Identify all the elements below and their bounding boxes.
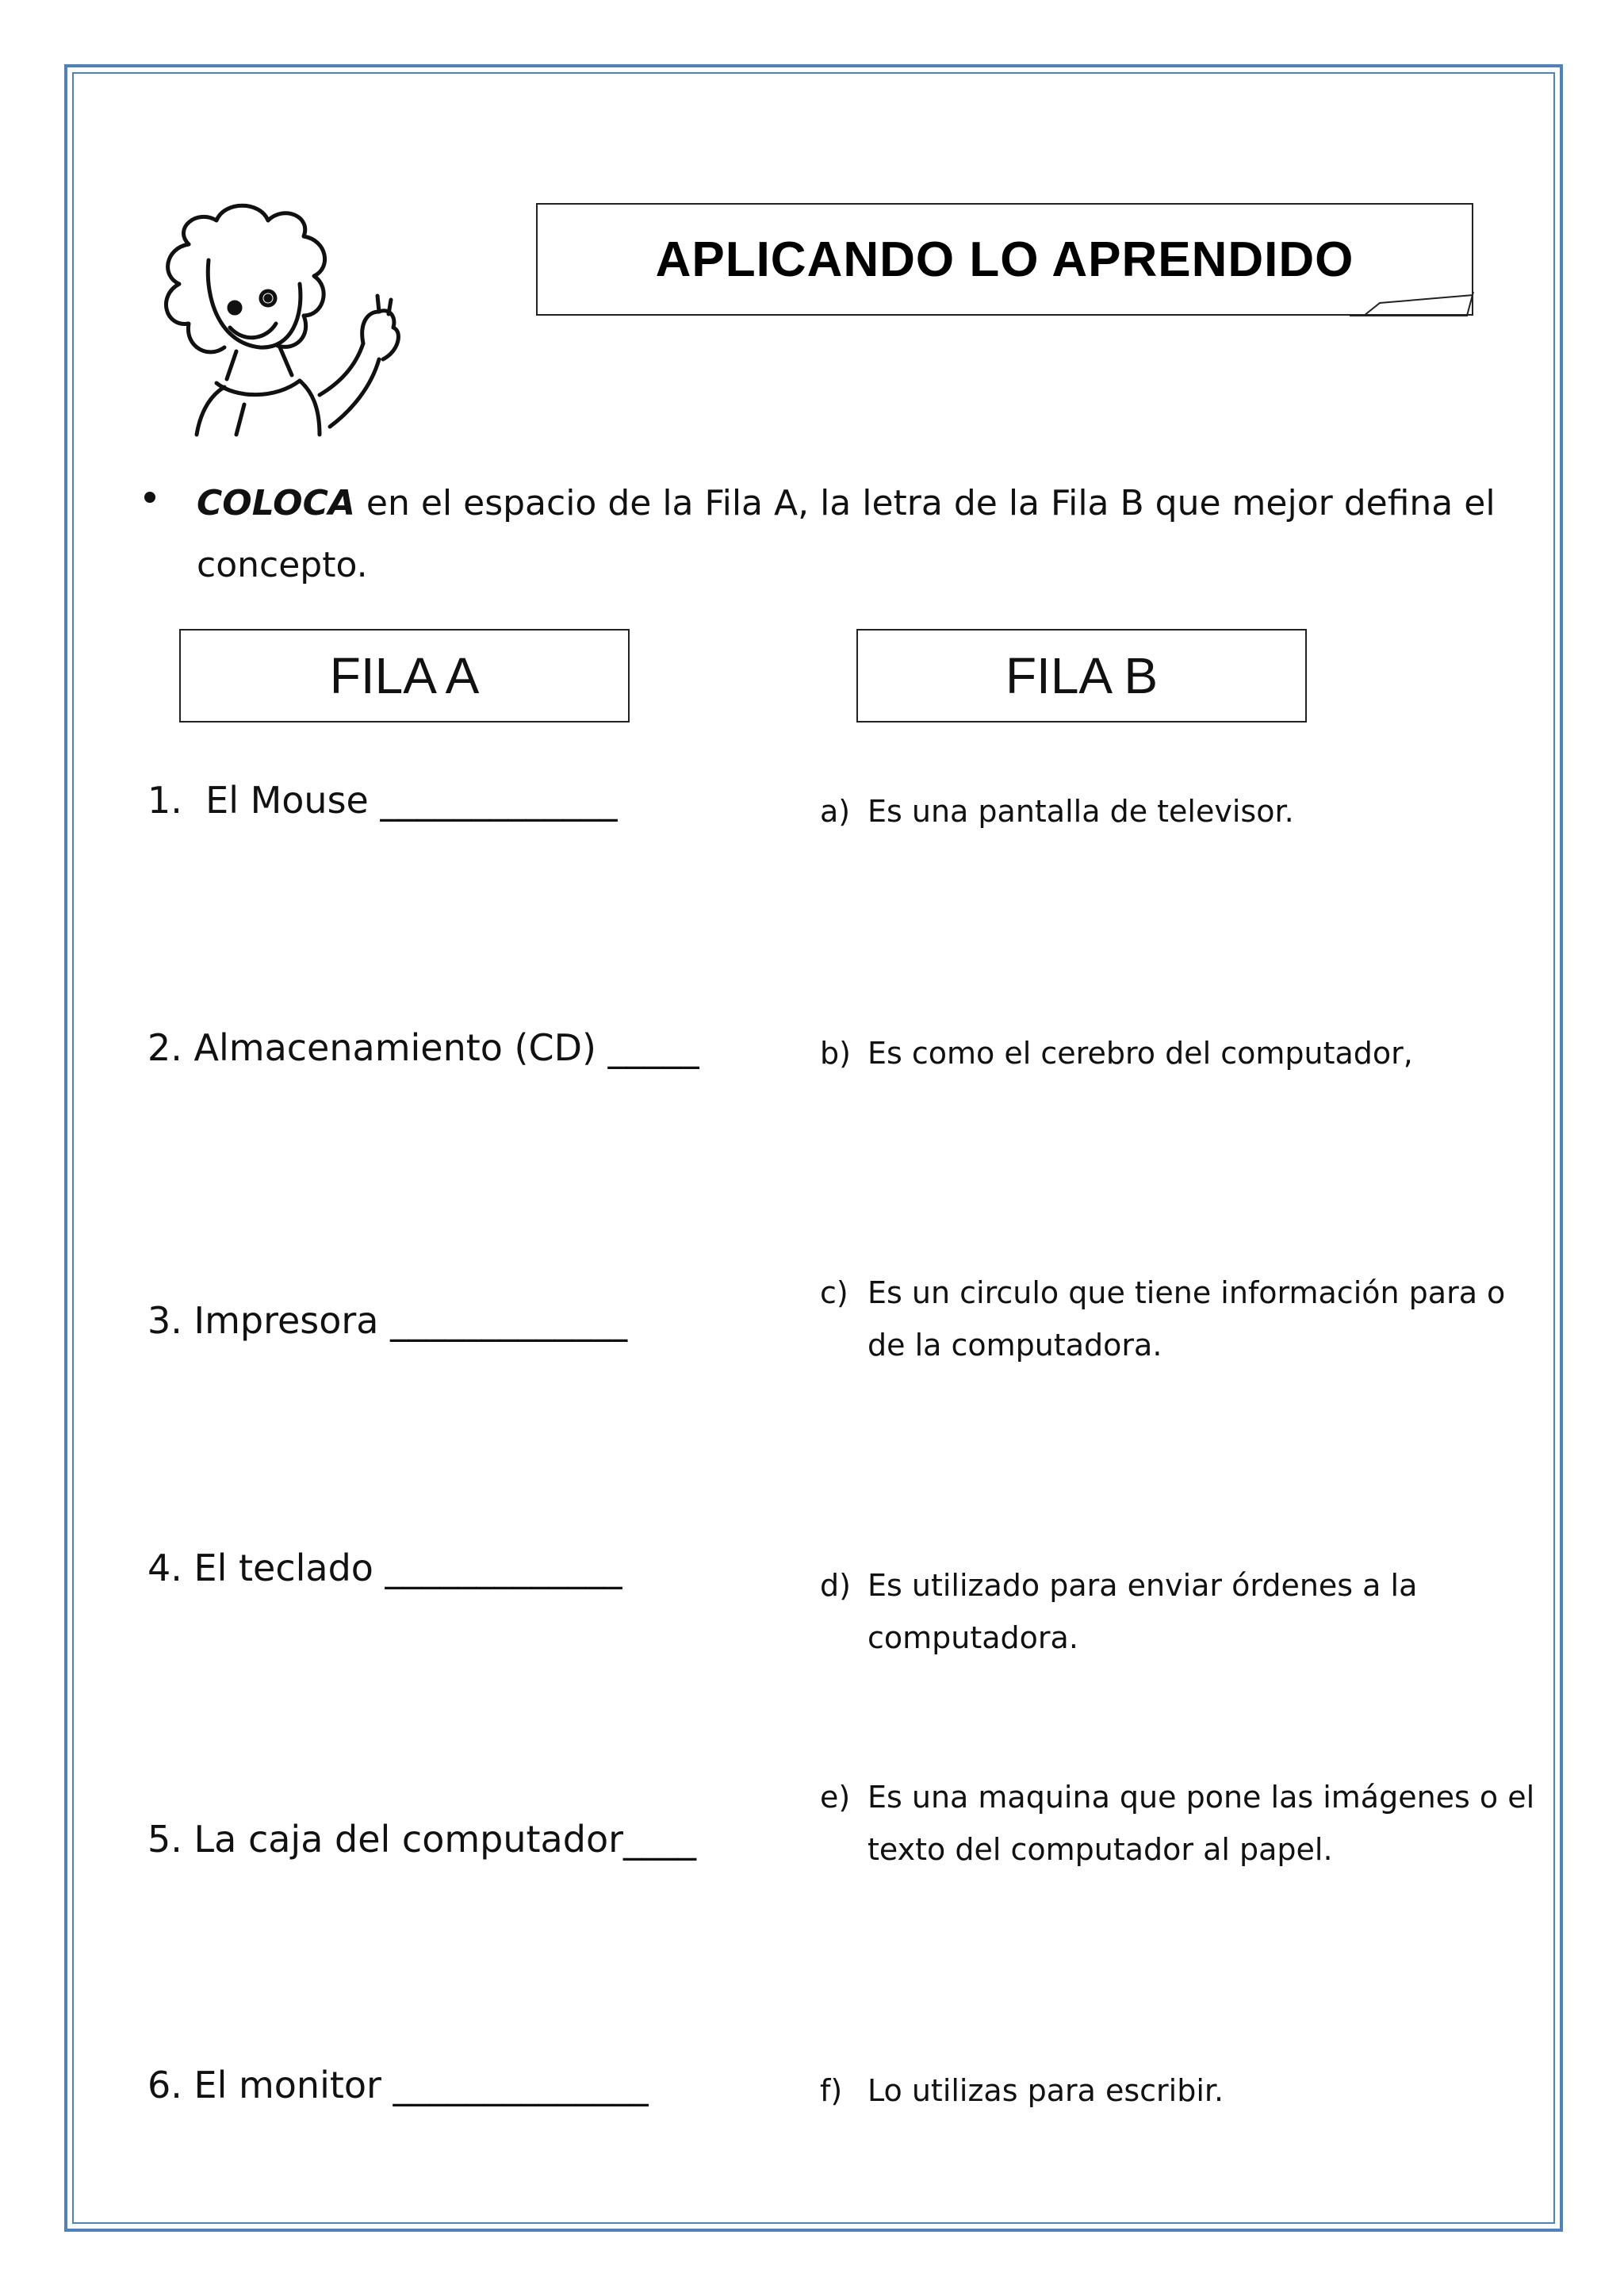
option-text-continued: computadora. <box>868 1620 1078 1655</box>
option-letter: f) <box>820 2073 843 2108</box>
option-letter: e) <box>820 1780 851 1815</box>
child-waving-illustration <box>141 197 435 450</box>
fila-b-item-d <box>820 1559 1557 1664</box>
fila-b-item-b <box>820 1027 1557 1079</box>
instruction-text <box>197 473 1537 596</box>
fila-b-header: FILA B <box>856 629 1307 723</box>
fila-a-item-4[interactable]: 4. El teclado _____________ <box>147 1547 622 1589</box>
option-letter: b) <box>820 1036 851 1071</box>
instruction-line2: concepto. <box>197 545 368 585</box>
page-title: APLICANDO LO APRENDIDO <box>655 232 1354 287</box>
fila-a-item-2[interactable]: 2. Almacenamiento (CD) _____ <box>147 1026 699 1069</box>
fila-a-item-3[interactable]: 3. Impresora _____________ <box>147 1299 628 1342</box>
fila-b-item-a <box>820 785 1557 838</box>
option-text-continued: de la computadora. <box>868 1328 1162 1363</box>
option-text: Lo utilizas para escribir. <box>868 2073 1224 2108</box>
instruction-keyword: COLOCA <box>197 483 355 523</box>
banner-folded-corner <box>1348 292 1475 324</box>
option-text: Es un circulo que tiene información para o <box>868 1275 1506 1310</box>
option-letter: c) <box>820 1275 848 1310</box>
instruction-line1: en el espacio de la Fila A, la letra de la Fila B que mejor defina el <box>354 483 1496 523</box>
fila-a-item-5[interactable]: 5. La caja del computador____ <box>147 1818 696 1861</box>
option-text: Es una maquina que pone las imágenes o el <box>868 1780 1535 1815</box>
fila-b-item-c <box>820 1267 1557 1371</box>
instruction-bullet <box>144 492 155 503</box>
option-text: Es como el cerebro del computador, <box>868 1036 1413 1071</box>
fila-a-header: FILA A <box>179 629 630 723</box>
title-banner <box>536 203 1473 316</box>
option-letter: a) <box>820 794 851 829</box>
option-text: Es utilizado para enviar órdenes a la <box>868 1568 1418 1603</box>
option-text: Es una pantalla de televisor. <box>868 794 1294 829</box>
option-text-continued: texto del computador al papel. <box>868 1832 1333 1867</box>
fila-a-item-1[interactable]: 1. El Mouse _____________ <box>147 779 618 822</box>
fila-b-item-f <box>820 2064 1557 2117</box>
fila-a-item-6[interactable]: 6. El monitor ______________ <box>147 2064 649 2106</box>
option-letter: d) <box>820 1568 851 1603</box>
fila-b-item-e <box>820 1771 1557 1876</box>
